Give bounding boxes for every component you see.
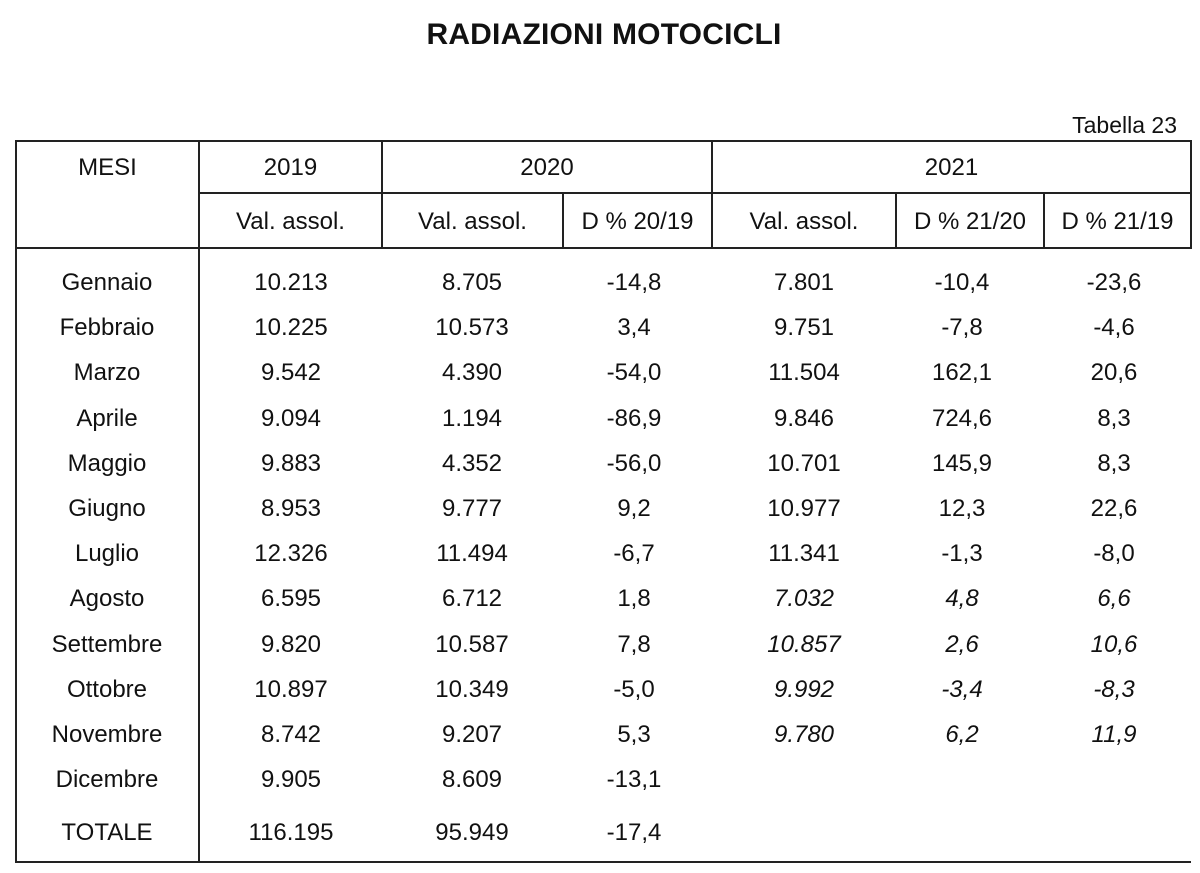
header-2020-delta: D % 20/19 bbox=[581, 208, 694, 235]
delta-2120-cell: 2,6 bbox=[945, 630, 979, 658]
month-cell: Luglio bbox=[74, 540, 140, 568]
delta-2120-cell: 145,9 bbox=[931, 449, 993, 477]
value-2019-cell: 9.905 bbox=[260, 766, 322, 794]
delta-2120-cell: 724,6 bbox=[931, 404, 993, 432]
month-cell: TOTALE bbox=[61, 819, 153, 846]
header-2021-val-assol: Val. assol. bbox=[749, 208, 859, 235]
value-2020-cell: 11.494 bbox=[436, 540, 508, 568]
delta-2019-cell: -14,8 bbox=[606, 269, 662, 296]
value-2020-cell: 9.207 bbox=[441, 721, 503, 748]
value-2021-cell: 9.751 bbox=[773, 314, 835, 342]
delta-2119-cell: 10,6 bbox=[1090, 630, 1138, 658]
delta-2019-cell: -54,0 bbox=[606, 359, 662, 387]
month-cell: Maggio bbox=[67, 449, 147, 477]
month-cell: Febbraio bbox=[59, 314, 155, 342]
value-2019-cell: 6.595 bbox=[260, 585, 322, 613]
col-divider-months bbox=[198, 140, 200, 863]
value-2021-cell: 10.977 bbox=[767, 495, 841, 522]
value-2019-cell: 8.742 bbox=[260, 721, 322, 748]
delta-2120-cell: 12,3 bbox=[938, 495, 986, 522]
header-year-2021: 2021 bbox=[924, 154, 979, 181]
page-title: RADIAZIONI MOTOCICLI bbox=[426, 18, 782, 51]
delta-2019-cell: -5,0 bbox=[613, 675, 655, 703]
table-right-border bbox=[1190, 140, 1192, 249]
table-reference: Tabella 23 bbox=[1072, 112, 1177, 138]
value-2020-cell: 8.609 bbox=[441, 766, 503, 794]
value-2020-cell: 95.949 bbox=[435, 819, 509, 846]
delta-2120-cell: -10,4 bbox=[934, 269, 990, 296]
value-2019-cell: 10.225 bbox=[254, 314, 328, 342]
delta-2019-cell: 3,4 bbox=[617, 314, 651, 342]
delta-2119-cell: 8,3 bbox=[1097, 449, 1131, 477]
header-2019-val-assol: Val. assol. bbox=[236, 208, 345, 235]
delta-2019-cell: -86,9 bbox=[606, 404, 662, 432]
value-2019-cell: 9.542 bbox=[260, 359, 322, 387]
delta-2019-cell: -6,7 bbox=[613, 540, 655, 568]
value-2020-cell: 10.573 bbox=[435, 314, 509, 342]
delta-2119-cell: -8,0 bbox=[1093, 540, 1135, 568]
header-2021-delta-2119: D % 21/19 bbox=[1061, 208, 1174, 235]
value-2020-cell: 6.712 bbox=[441, 585, 503, 613]
value-2021-cell: 10.857 bbox=[767, 630, 841, 658]
value-2020-cell: 10.349 bbox=[435, 675, 509, 703]
value-2019-cell: 10.897 bbox=[254, 675, 328, 703]
month-cell: Ottobre bbox=[66, 675, 148, 703]
value-2019-cell: 116.195 bbox=[248, 819, 334, 846]
table-top-border bbox=[15, 140, 1191, 142]
value-2020-cell: 10.587 bbox=[435, 630, 509, 658]
delta-2019-cell: -17,4 bbox=[606, 819, 662, 846]
month-cell: Aprile bbox=[76, 404, 138, 432]
value-2021-cell: 7.801 bbox=[773, 269, 835, 296]
delta-2120-cell: -7,8 bbox=[941, 314, 983, 342]
delta-2119-cell: -23,6 bbox=[1086, 269, 1142, 296]
month-cell: Giugno bbox=[68, 495, 146, 522]
value-2019-cell: 12.326 bbox=[254, 540, 328, 568]
delta-2119-cell: 8,3 bbox=[1097, 404, 1131, 432]
month-cell: Marzo bbox=[73, 359, 141, 387]
delta-2119-cell: 6,6 bbox=[1097, 585, 1131, 613]
value-2021-cell: 11.504 bbox=[768, 359, 840, 387]
value-2019-cell: 10.213 bbox=[254, 269, 328, 296]
month-cell: Dicembre bbox=[55, 766, 159, 794]
delta-2019-cell: 9,2 bbox=[617, 495, 651, 522]
delta-2119-cell: 11,9 bbox=[1091, 721, 1137, 748]
value-2020-cell: 9.777 bbox=[441, 495, 503, 522]
delta-2119-cell: 22,6 bbox=[1090, 495, 1138, 522]
delta-2120-cell: -1,3 bbox=[941, 540, 983, 568]
header-2021-delta-2120: D % 21/20 bbox=[913, 208, 1027, 235]
value-2020-cell: 8.705 bbox=[441, 269, 503, 296]
value-2021-cell: 11.341 bbox=[768, 540, 840, 568]
value-2020-cell: 4.390 bbox=[441, 359, 503, 387]
delta-2120-cell: 6,2 bbox=[945, 721, 979, 748]
value-2020-cell: 1.194 bbox=[441, 404, 503, 432]
delta-2019-cell: -13,1 bbox=[606, 766, 662, 794]
header-bottom-border bbox=[15, 247, 1191, 249]
delta-2019-cell: 7,8 bbox=[617, 630, 651, 658]
value-2021-cell: 9.992 bbox=[773, 675, 835, 703]
value-2021-cell: 10.701 bbox=[767, 449, 841, 477]
table-bottom-border bbox=[15, 861, 1191, 863]
delta-2019-cell: 1,8 bbox=[617, 585, 651, 613]
delta-2019-cell: 5,3 bbox=[617, 721, 651, 748]
header-months: MESI bbox=[78, 154, 137, 181]
month-cell: Agosto bbox=[69, 585, 145, 613]
delta-2120-cell: -3,4 bbox=[941, 675, 983, 703]
month-cell: Gennaio bbox=[61, 269, 153, 296]
delta-2119-cell: 20,6 bbox=[1090, 359, 1138, 387]
value-2021-cell: 7.032 bbox=[773, 585, 835, 613]
header-year-2019: 2019 bbox=[263, 154, 318, 181]
header-2020-val-assol: Val. assol. bbox=[418, 208, 527, 235]
delta-2119-cell: -4,6 bbox=[1093, 314, 1135, 342]
delta-2019-cell: -56,0 bbox=[606, 449, 662, 477]
delta-2120-cell: 4,8 bbox=[945, 585, 979, 613]
value-2020-cell: 4.352 bbox=[441, 449, 503, 477]
delta-2119-cell: -8,3 bbox=[1093, 675, 1135, 703]
month-cell: Novembre bbox=[51, 721, 163, 748]
header-year-2020: 2020 bbox=[520, 154, 574, 181]
value-2019-cell: 9.094 bbox=[260, 404, 322, 432]
value-2019-cell: 8.953 bbox=[260, 495, 322, 522]
value-2019-cell: 9.883 bbox=[260, 449, 322, 477]
value-2019-cell: 9.820 bbox=[260, 630, 322, 658]
value-2021-cell: 9.846 bbox=[773, 404, 835, 432]
delta-2120-cell: 162,1 bbox=[931, 359, 993, 387]
value-2021-cell: 9.780 bbox=[773, 721, 835, 748]
month-cell: Settembre bbox=[51, 630, 163, 658]
